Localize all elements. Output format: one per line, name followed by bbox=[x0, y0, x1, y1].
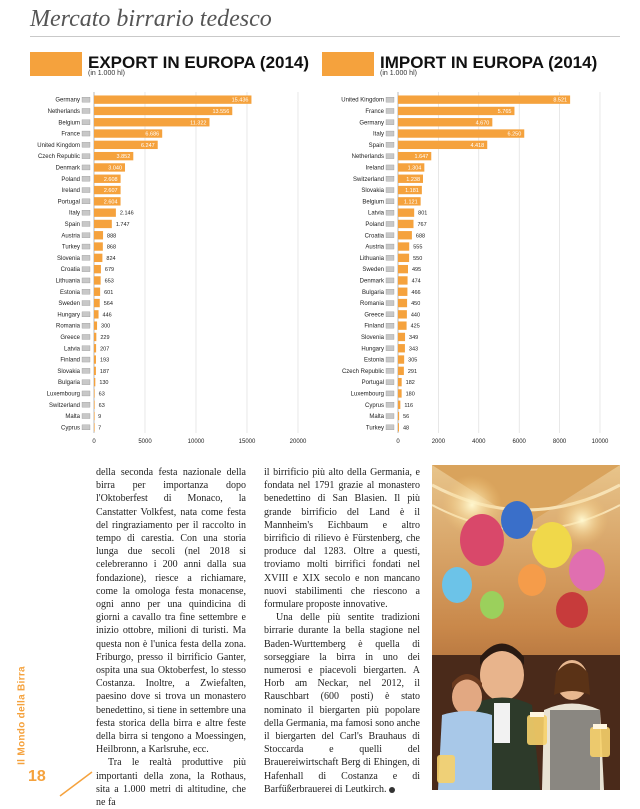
category-label: Croatia bbox=[364, 233, 384, 240]
value-label: 868 bbox=[106, 244, 117, 251]
category-label: Switzerland bbox=[352, 176, 384, 183]
bar bbox=[94, 220, 112, 228]
flag-icon bbox=[386, 255, 394, 260]
bar bbox=[94, 288, 100, 296]
flag-icon bbox=[82, 391, 90, 396]
value-label: 1.181 bbox=[405, 188, 419, 195]
category-label: Malta bbox=[369, 414, 384, 421]
bar bbox=[398, 367, 404, 375]
flag-icon bbox=[386, 301, 394, 306]
category-label: Switzerland bbox=[48, 402, 80, 409]
value-label: 450 bbox=[411, 301, 421, 308]
category-label: Greece bbox=[364, 312, 384, 319]
bar bbox=[398, 412, 399, 420]
category-label: Spain bbox=[368, 142, 384, 149]
import-chart bbox=[322, 88, 620, 450]
flag-icon bbox=[82, 312, 90, 317]
value-label: 767 bbox=[417, 221, 427, 228]
flag-icon bbox=[82, 154, 90, 159]
value-label: 343 bbox=[408, 346, 419, 353]
value-label: 291 bbox=[407, 368, 418, 375]
category-label: Latvia bbox=[63, 346, 80, 353]
category-label: Slovenia bbox=[360, 334, 384, 341]
category-label: Malta bbox=[65, 414, 80, 421]
category-label: Estonia bbox=[59, 289, 80, 296]
category-label: Portugal bbox=[57, 199, 80, 206]
flag-icon bbox=[82, 233, 90, 238]
category-label: Netherlands bbox=[47, 108, 80, 115]
flag-icon bbox=[386, 391, 394, 396]
value-label: 2.607 bbox=[103, 188, 118, 195]
category-label: Cyprus bbox=[364, 402, 384, 409]
bar bbox=[398, 401, 400, 409]
category-label: Spain bbox=[64, 221, 80, 228]
value-label: 5.765 bbox=[497, 108, 512, 115]
value-label: 1.747 bbox=[115, 221, 130, 228]
flag-icon bbox=[82, 120, 90, 125]
article-paragraph: il birrificio più alto della Germania, e fondata nel 1791 grazie al monastero benedettino di San Blasien. Il più grande birrificio del Land è il Mannheim's Eichbaum e altro birrificio di rilievo è Fürstenberg, che produce dal 1283. Oltre a questi, troviamo molti birrifici fondati nel XVIII e XIX secolo e non mancano nuovi stabilimenti che riescono a formulare proposte innovative. bbox=[264, 467, 420, 611]
category-label: Turkey bbox=[365, 425, 384, 432]
category-label: Greece bbox=[60, 334, 80, 341]
value-label: 6.250 bbox=[507, 131, 522, 138]
flag-icon bbox=[82, 289, 90, 294]
flag-icon bbox=[386, 323, 394, 328]
flag-icon bbox=[386, 233, 394, 238]
value-label: 193 bbox=[99, 357, 110, 364]
photo-illustration bbox=[432, 465, 620, 790]
x-tick-label: 0 bbox=[92, 439, 96, 445]
bar bbox=[398, 333, 405, 341]
category-label: Finland bbox=[60, 357, 80, 364]
page-number-slash bbox=[56, 768, 96, 798]
bar bbox=[398, 242, 409, 250]
bar bbox=[94, 367, 96, 375]
value-label: 1.121 bbox=[403, 199, 418, 206]
value-label: 440 bbox=[410, 312, 421, 319]
value-label: 824 bbox=[106, 255, 116, 262]
page-number: 18 bbox=[28, 768, 46, 785]
bar bbox=[398, 208, 414, 216]
flag-icon bbox=[82, 380, 90, 385]
category-label: Finland bbox=[364, 323, 384, 330]
category-label: Denmark bbox=[55, 165, 80, 172]
flag-icon bbox=[386, 221, 394, 226]
x-tick-label: 0 bbox=[396, 439, 400, 445]
value-label: 229 bbox=[100, 334, 110, 341]
export-chart-unit: (in 1.000 hl) bbox=[88, 70, 125, 77]
value-label: 9 bbox=[98, 414, 102, 421]
category-label: Slovenia bbox=[56, 255, 80, 262]
bar bbox=[398, 254, 409, 262]
category-label: United Kingdom bbox=[341, 97, 384, 104]
bar bbox=[94, 310, 99, 318]
flag-icon bbox=[82, 199, 90, 204]
category-label: Lithuania bbox=[359, 255, 384, 262]
value-label: 555 bbox=[413, 244, 423, 251]
category-label: Latvia bbox=[367, 210, 384, 217]
category-label: Slovakia bbox=[57, 368, 80, 375]
x-tick-label: 5000 bbox=[138, 439, 152, 445]
bar bbox=[398, 344, 405, 352]
flag-icon bbox=[386, 244, 394, 249]
flag-icon bbox=[82, 176, 90, 181]
bar bbox=[94, 242, 103, 250]
bar bbox=[94, 95, 251, 103]
flag-icon bbox=[386, 267, 394, 272]
flag-icon bbox=[386, 165, 394, 170]
category-label: Austria bbox=[365, 244, 384, 251]
bar bbox=[94, 355, 96, 363]
category-label: Denmark bbox=[359, 278, 384, 285]
x-tick-label: 2000 bbox=[431, 439, 446, 445]
category-label: France bbox=[61, 131, 80, 138]
bar bbox=[94, 344, 96, 352]
bar bbox=[94, 423, 95, 431]
bar bbox=[398, 231, 412, 239]
bar bbox=[94, 321, 97, 329]
category-label: Estonia bbox=[363, 357, 384, 364]
category-label: Sweden bbox=[58, 301, 80, 308]
category-label: United Kingdom bbox=[37, 142, 80, 149]
category-label: Italy bbox=[372, 131, 384, 138]
value-label: 2.604 bbox=[103, 199, 118, 206]
bar bbox=[398, 95, 570, 103]
category-label: Czech Republic bbox=[341, 368, 384, 375]
category-label: Czech Republic bbox=[37, 154, 80, 161]
value-label: 7 bbox=[98, 425, 102, 432]
category-label: Italy bbox=[68, 210, 80, 217]
x-tick-label: 20000 bbox=[289, 439, 307, 445]
category-label: France bbox=[365, 108, 384, 115]
bar bbox=[398, 129, 524, 137]
flag-icon bbox=[386, 312, 394, 317]
value-label: 495 bbox=[411, 267, 422, 274]
flag-icon bbox=[82, 323, 90, 328]
bar bbox=[398, 389, 402, 397]
bar bbox=[398, 220, 413, 228]
value-label: 63 bbox=[98, 391, 105, 398]
category-label: Romania bbox=[55, 323, 80, 330]
value-label: 180 bbox=[405, 391, 415, 398]
flag-icon bbox=[82, 278, 90, 283]
category-label: Luxembourg bbox=[350, 391, 384, 398]
value-label: 3.852 bbox=[116, 154, 131, 161]
category-label: Poland bbox=[61, 176, 80, 183]
flag-icon bbox=[82, 357, 90, 362]
category-label: Belgium bbox=[58, 120, 80, 127]
bar bbox=[94, 333, 96, 341]
x-tick-label: 8000 bbox=[552, 439, 567, 445]
value-label: 2.146 bbox=[119, 210, 134, 217]
flag-icon bbox=[386, 142, 394, 147]
category-label: Romania bbox=[359, 301, 384, 308]
category-label: Portugal bbox=[361, 380, 384, 387]
value-label: 207 bbox=[100, 346, 110, 353]
bar bbox=[94, 276, 101, 284]
category-label: Sweden bbox=[362, 267, 384, 274]
flag-icon bbox=[82, 346, 90, 351]
value-label: 349 bbox=[409, 334, 419, 341]
value-label: 601 bbox=[104, 289, 114, 296]
category-label: Austria bbox=[61, 233, 80, 240]
bar bbox=[398, 355, 404, 363]
flag-icon bbox=[386, 289, 394, 294]
value-label: 801 bbox=[418, 210, 428, 217]
value-label: 8.521 bbox=[553, 97, 568, 104]
bar bbox=[94, 378, 95, 386]
flag-icon bbox=[386, 368, 394, 373]
flag-icon bbox=[82, 301, 90, 306]
value-label: 116 bbox=[404, 402, 414, 409]
bar bbox=[94, 231, 103, 239]
export-chart-title: EXPORT IN EUROPA (2014) bbox=[88, 53, 310, 72]
header-rule bbox=[30, 36, 620, 37]
value-label: 15.436 bbox=[231, 97, 249, 104]
category-label: Bulgaria bbox=[57, 380, 80, 387]
import-chart-svg bbox=[322, 88, 620, 450]
value-label: 48 bbox=[402, 425, 410, 432]
bar bbox=[398, 378, 402, 386]
flag-icon bbox=[82, 244, 90, 249]
bar bbox=[398, 265, 408, 273]
flag-icon bbox=[386, 346, 394, 351]
flag-icon bbox=[82, 255, 90, 260]
flag-icon bbox=[386, 97, 394, 102]
flag-icon bbox=[82, 142, 90, 147]
value-label: 300 bbox=[101, 323, 111, 330]
export-title-tab bbox=[30, 52, 82, 76]
flag-icon bbox=[82, 267, 90, 272]
flag-icon bbox=[82, 165, 90, 170]
import-title-tab bbox=[322, 52, 374, 76]
value-label: 305 bbox=[408, 357, 418, 364]
category-label: Germany bbox=[359, 120, 384, 127]
value-label: 4.418 bbox=[470, 142, 485, 149]
value-label: 6.686 bbox=[145, 131, 160, 138]
export-chart bbox=[30, 88, 312, 450]
bar bbox=[94, 208, 116, 216]
value-label: 888 bbox=[107, 233, 117, 240]
flag-icon bbox=[82, 425, 90, 430]
category-label: Belgium bbox=[362, 199, 384, 206]
value-label: 688 bbox=[415, 233, 426, 240]
value-label: 56 bbox=[403, 414, 410, 421]
flag-icon bbox=[386, 199, 394, 204]
flag-icon bbox=[386, 402, 394, 407]
bar bbox=[94, 299, 100, 307]
value-label: 187 bbox=[99, 368, 110, 375]
x-tick-label: 15000 bbox=[238, 439, 256, 445]
article-column-2 bbox=[264, 466, 420, 796]
value-label: 679 bbox=[104, 267, 115, 274]
value-label: 13.556 bbox=[212, 108, 230, 115]
x-tick-label: 10000 bbox=[187, 439, 205, 445]
category-label: Cyprus bbox=[60, 425, 80, 432]
value-label: 2.608 bbox=[103, 176, 118, 183]
article-paragraph: Una delle più sentite tradizioni birrarie durante la bella stagione nel Baden-Wurttemberg è quella di sorseggiare la birra in uno dei numerosi e piacevoli biergarten. A Horb am Neckar, nel 2012, il Rauschbart (600 posti) è stato nominato il biergarten più popolare della Germania, ma famosi sono anche il biergarten del Carl's Brauhaus di Stoccarda e quelli del Brauereiwirtschaft Berg di Ehingen, di Hafenhall di Costanza e di Barfüßerbrauerei di Leutkirch. bbox=[264, 612, 420, 795]
flag-icon bbox=[386, 357, 394, 362]
value-label: 182 bbox=[405, 380, 415, 387]
value-label: 474 bbox=[411, 278, 421, 285]
bar bbox=[398, 299, 407, 307]
category-label: Ireland bbox=[61, 188, 80, 195]
flag-icon bbox=[386, 334, 394, 339]
bar bbox=[94, 412, 95, 420]
flag-icon bbox=[386, 380, 394, 385]
article-paragraph: della seconda festa nazionale della birra per importanza dopo l'Oktoberfest di Monaco, la Canstatter Volkfest, nata come festa del ringraziamento per il raccolto in tempo di carestia. Con una storia lunga due secoli (nel 2018 si celebreranno i 200 anni dalla sua fondazione), riesce a richiamare, come la omologa festa monacense, ogni anno per una quindicina di giorni a cavallo tra fine settembre e inizio ottobre, milioni di turisti. Ma questa non è l'unica festa della zona. Friburgo, presso il birrificio Ganter, ospita una sua Oktoberfest, lo stesso Costanza. Inoltre, a Zwiefalten, paesino dove si trova un monastero benedettino, si tiene in settembre una festa storica della birra e altre feste della birra si tengono a Moessingen, Heilbronn, a Karlsruhe, ecc. bbox=[96, 467, 246, 756]
beer-festival-photo bbox=[432, 465, 620, 790]
value-label: 130 bbox=[99, 380, 109, 387]
value-label: 564 bbox=[103, 301, 113, 308]
category-label: Germany bbox=[55, 97, 80, 104]
magazine-name: Il Mondo della Birra bbox=[16, 666, 28, 765]
value-label: 1.647 bbox=[414, 154, 429, 161]
page-title: Mercato birrario tedesco bbox=[30, 6, 272, 32]
category-label: Hungary bbox=[361, 346, 384, 353]
flag-icon bbox=[386, 188, 394, 193]
value-label: 446 bbox=[102, 312, 112, 319]
flag-icon bbox=[82, 108, 90, 113]
value-label: 1.238 bbox=[406, 176, 421, 183]
flag-icon bbox=[386, 176, 394, 181]
flag-icon bbox=[82, 210, 90, 215]
value-label: 4.670 bbox=[475, 120, 490, 127]
bar bbox=[94, 401, 95, 409]
flag-icon bbox=[82, 188, 90, 193]
flag-icon bbox=[82, 334, 90, 339]
x-tick-label: 6000 bbox=[512, 439, 526, 445]
value-label: 466 bbox=[411, 289, 421, 296]
flag-icon bbox=[82, 131, 90, 136]
category-label: Turkey bbox=[61, 244, 80, 251]
export-chart-svg bbox=[30, 88, 312, 450]
bar bbox=[398, 423, 399, 431]
bar bbox=[398, 321, 407, 329]
value-label: 3.040 bbox=[108, 165, 123, 172]
value-label: 653 bbox=[104, 278, 114, 285]
flag-icon bbox=[386, 131, 394, 136]
category-label: Lithuania bbox=[55, 278, 80, 285]
flag-icon bbox=[386, 278, 394, 283]
article-paragraph: Tra le realtà produttive più importanti della zona, la Rothaus, sita a 1.000 metri di altitudine, che ne fa bbox=[96, 757, 246, 809]
value-label: 1.304 bbox=[407, 165, 422, 172]
bar bbox=[398, 276, 408, 284]
category-label: Croatia bbox=[60, 267, 80, 274]
flag-icon bbox=[82, 414, 90, 419]
value-label: 425 bbox=[410, 323, 420, 330]
import-chart-unit: (in 1.000 hl) bbox=[380, 70, 417, 77]
value-label: 63 bbox=[98, 402, 105, 409]
x-tick-label: 10000 bbox=[591, 439, 609, 445]
bar bbox=[94, 265, 101, 273]
flag-icon bbox=[82, 368, 90, 373]
value-label: 6.247 bbox=[140, 142, 155, 149]
flag-icon bbox=[82, 97, 90, 102]
flag-icon bbox=[386, 425, 394, 430]
flag-icon bbox=[82, 402, 90, 407]
category-label: Poland bbox=[365, 221, 384, 228]
flag-icon bbox=[386, 154, 394, 159]
flag-icon bbox=[386, 108, 394, 113]
bar bbox=[398, 288, 407, 296]
category-label: Ireland bbox=[365, 165, 384, 172]
bar bbox=[398, 310, 407, 318]
article-column-1 bbox=[96, 466, 246, 809]
bar bbox=[94, 389, 95, 397]
end-of-article-icon bbox=[389, 787, 395, 793]
value-label: 550 bbox=[413, 255, 423, 262]
flag-icon bbox=[82, 221, 90, 226]
x-tick-label: 4000 bbox=[472, 439, 486, 445]
flag-icon bbox=[386, 120, 394, 125]
import-chart-title: IMPORT IN EUROPA (2014) bbox=[380, 53, 598, 72]
category-label: Bulgaria bbox=[361, 289, 384, 296]
value-label: 11.322 bbox=[190, 120, 207, 127]
category-label: Hungary bbox=[57, 312, 80, 319]
bar bbox=[94, 254, 102, 262]
category-label: Slovakia bbox=[361, 188, 384, 195]
category-label: Luxembourg bbox=[46, 391, 80, 398]
flag-icon bbox=[386, 210, 394, 215]
flag-icon bbox=[386, 414, 394, 419]
category-label: Netherlands bbox=[351, 154, 384, 161]
